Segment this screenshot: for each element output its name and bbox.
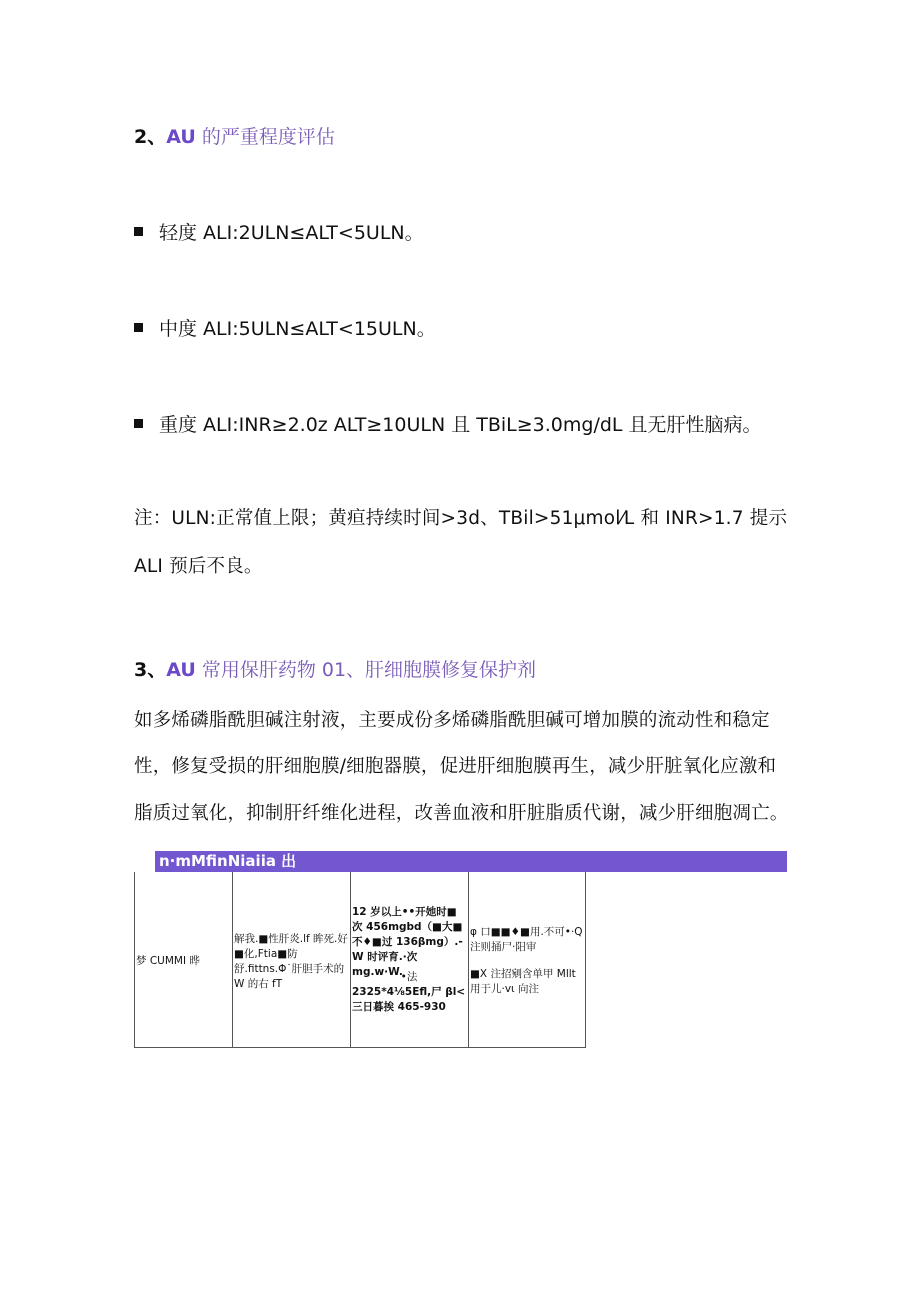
bullet-text: 重度 ALI:INR≥2.0z ALT≥10ULN 且 TBiL≥3.0mg/dL 且无肝性脑病。 — [159, 414, 762, 436]
section-2-number: 2、 — [134, 126, 167, 148]
bullet-square-icon — [134, 323, 143, 332]
table-divider — [232, 872, 233, 1048]
section-3-number: 3、 — [134, 659, 167, 681]
table-cell-notes-2: ■X 注招剜含单甲 Mllt 用于儿·vι 向注 — [470, 968, 576, 995]
note-line-2: ALI 预后不良。 — [134, 556, 263, 577]
table-header-bar: n·mMfinNiaiia 出 — [155, 851, 787, 872]
section-3-heading — [134, 655, 536, 682]
table-cell-dosage-range: 2325*4⅛5Efl,尸 βl<三日暮挨 465-930 — [352, 986, 466, 1013]
bullet-text: 中度 ALI:5ULN≤ALT<15ULN。 — [159, 318, 436, 340]
paragraph-line-2: 性，修复受损的肝细胞膜/细胞器膜，促进肝细胞膜再生，减少肝脏氧化应激和 — [134, 756, 777, 777]
section-2-acronym: AU — [166, 126, 196, 148]
section-3-title: 常用保肝药物 01、肝细胞膜修复保护剂 — [201, 659, 537, 681]
bullet-square-icon — [134, 227, 143, 236]
table-cell-dosage-method: •法 — [400, 971, 418, 983]
bullet-item-severe — [134, 410, 762, 437]
table-divider — [350, 872, 351, 1048]
table-cell-notes: φ 口■■♦■用.不可•·Q注则捅尸·阳审 — [470, 926, 583, 953]
table-divider — [468, 872, 469, 1048]
bullet-text: 轻度 ALI:2ULN≤ALT<5ULN。 — [159, 222, 424, 244]
bullet-square-icon — [134, 419, 143, 428]
table-cell-dosage: 12 岁以上••开她时■次 456mgbd（■大■不♦■过 136βmg）.-W 时评育.·次 mg.w·W. — [352, 906, 463, 978]
bullet-item-moderate — [134, 314, 436, 341]
bullet-item-mild — [134, 218, 424, 245]
paragraph-line-3: 脂质过氧化，抑制肝纤维化进程，改善血液和肝脏脂质代谢，减少肝细胞凋亡。 — [134, 803, 789, 824]
paragraph-line-1: 如多烯磷脂酰胆碱注射液，主要成份多烯磷脂酰胆碱可增加膜的流动性和稳定 — [134, 710, 770, 731]
section-3-acronym: AU — [166, 659, 196, 681]
table-cell-indications: 解我.■性肝炎.lf 眸死.好■化,Ftia■防舒.fittns.Φ˙肝胆手术的 W 的右 fT — [234, 933, 348, 990]
note-line-1: 注：ULN:正常值上限；黄疸持续时间>3d、TBil>51μmol⁄L 和 INR>1.7 提示 — [134, 508, 788, 529]
section-2-heading — [134, 122, 335, 149]
section-2-title: 的严重程度评估 — [201, 126, 335, 148]
table-cell-drug-name: 梦 CUMMI 晔 — [136, 955, 200, 967]
